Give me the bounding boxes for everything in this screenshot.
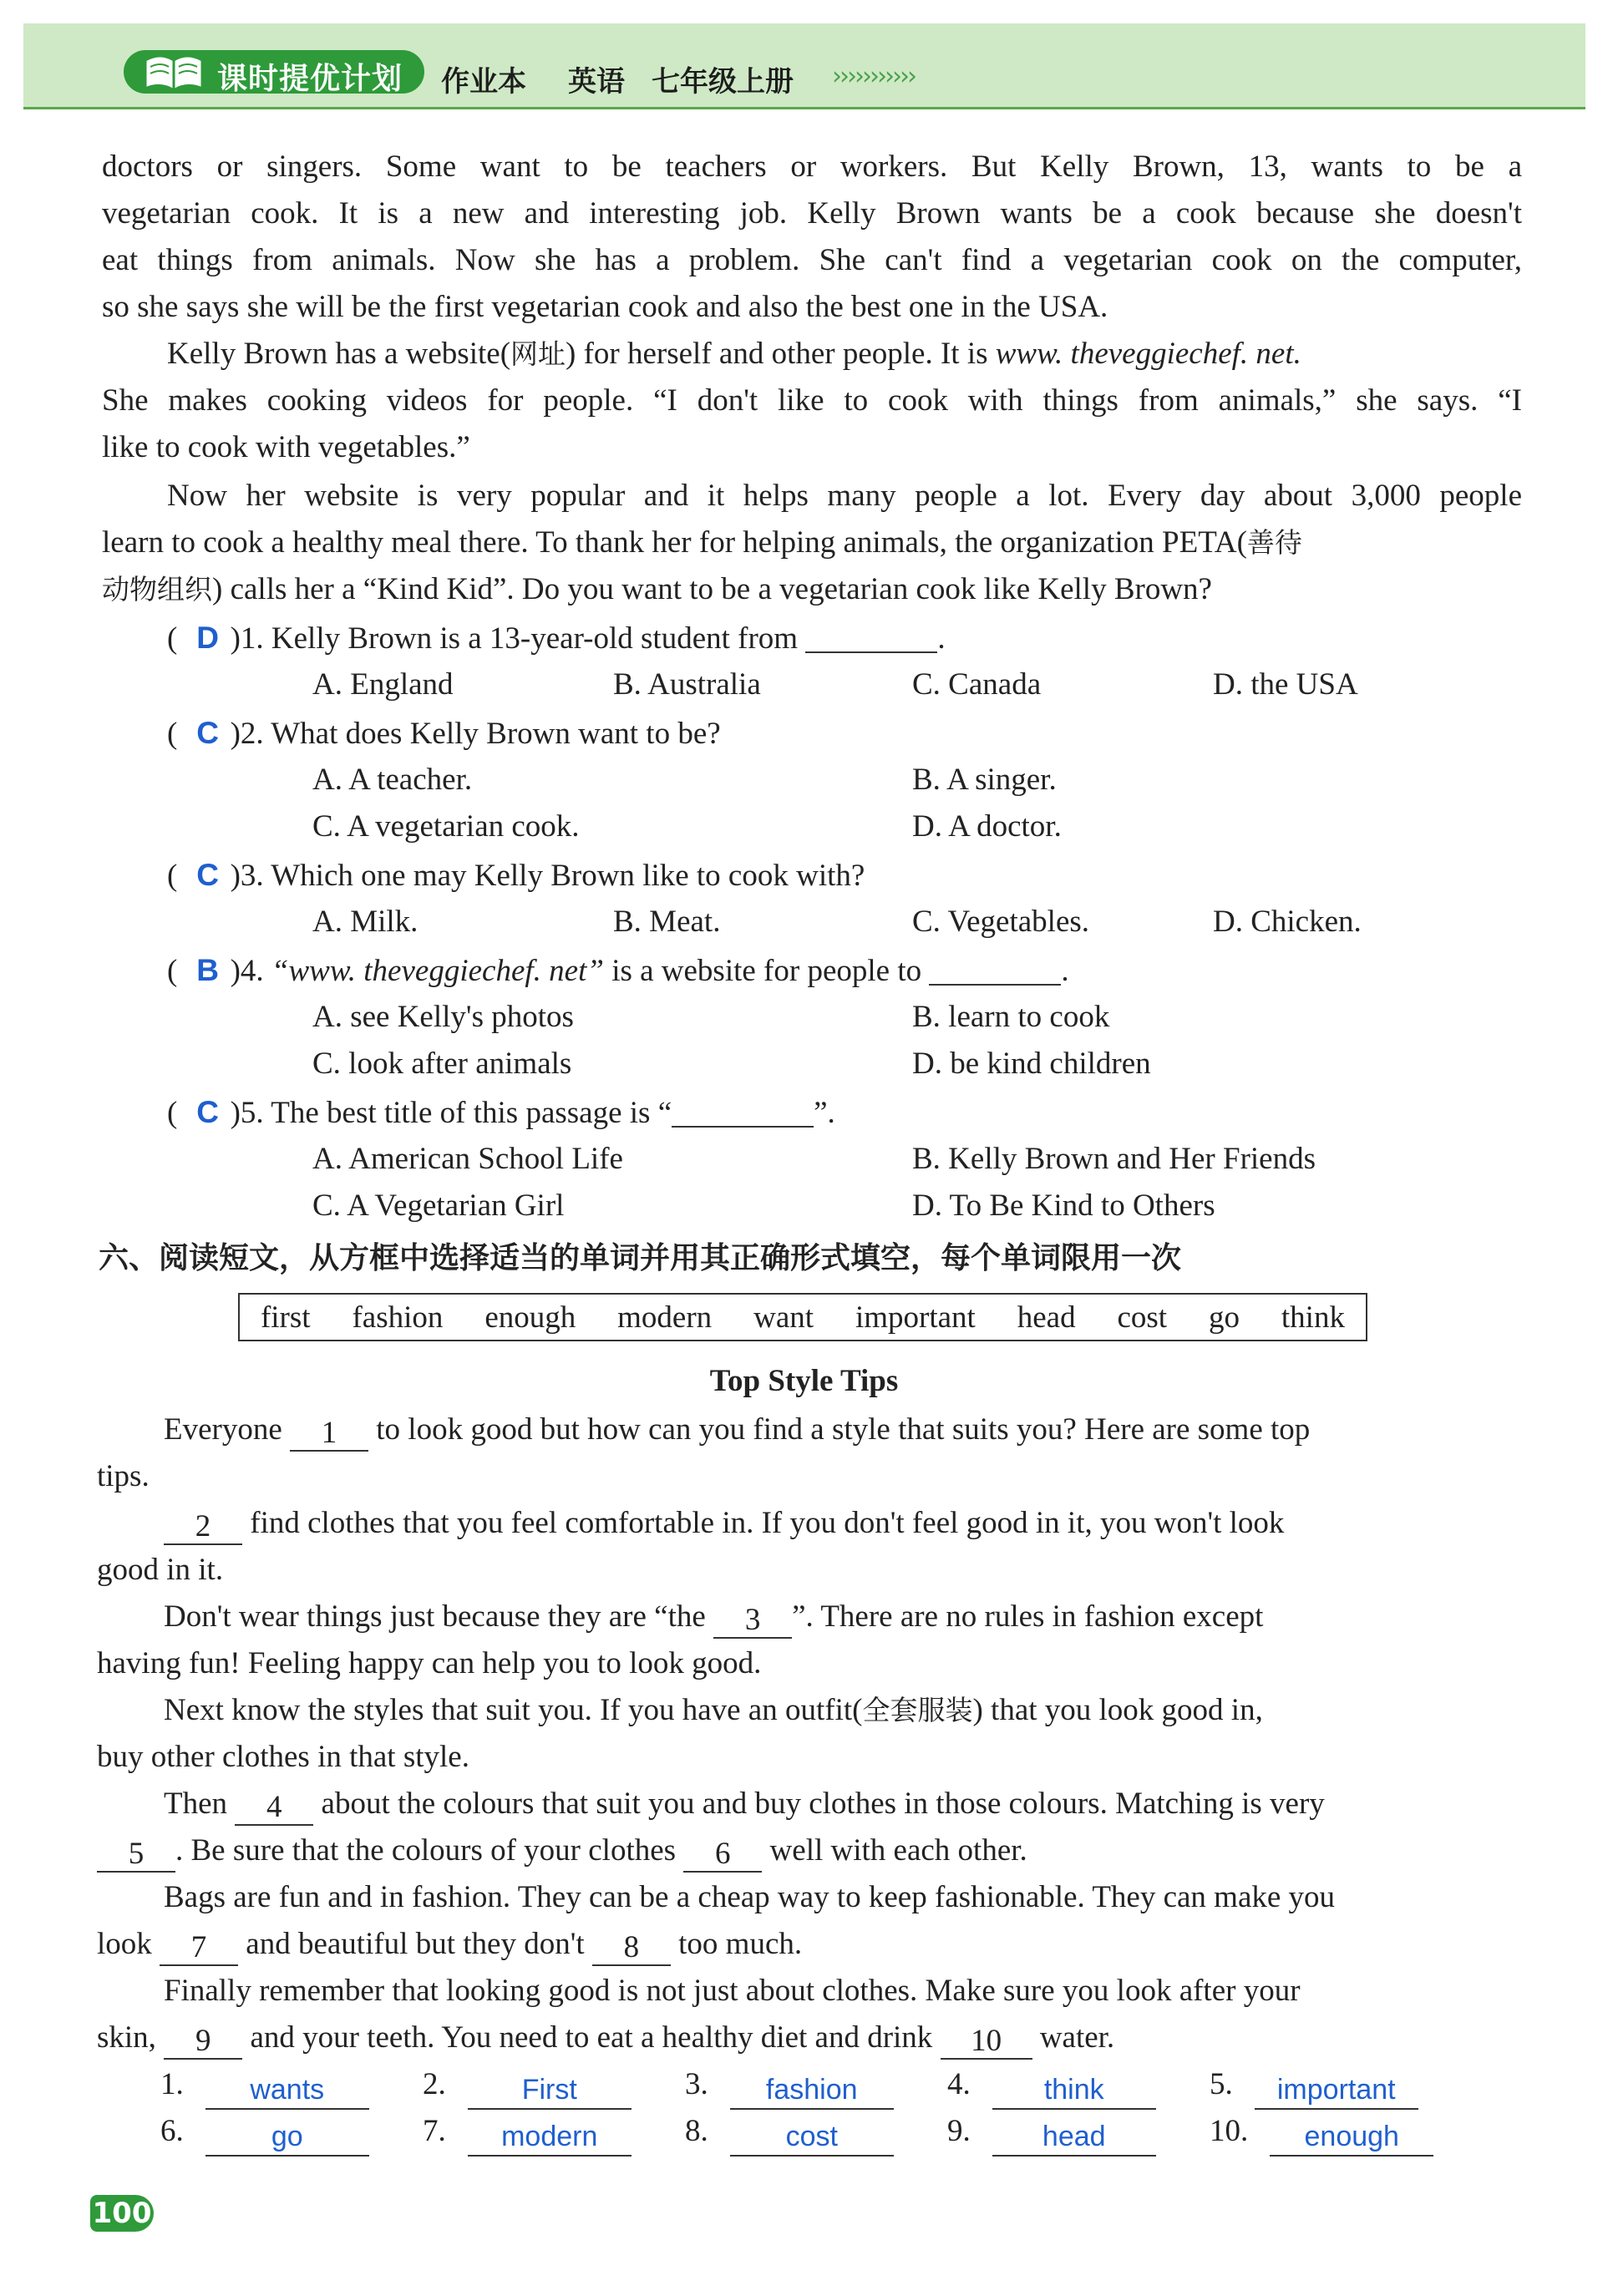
chinese-note: 全套服装	[862, 1694, 973, 1726]
answer-fill: enough	[1270, 2118, 1433, 2157]
text: . Be sure that the colours of your clothes	[175, 1833, 677, 1868]
text: learn to cook a healthy meal there. To thank her for helping animals, the organization PETA(	[102, 525, 1247, 560]
answer-number: 9.	[947, 2114, 971, 2148]
cloze-line: buy other clothes in that style.	[97, 1740, 469, 1774]
passage-line: eat things from animals. Now she has a problem. She can't find a vegetarian cook on the computer,	[102, 243, 1522, 277]
text: ) that you look good in,	[972, 1693, 1263, 1727]
text: Don't wear things just because they are “the	[164, 1599, 706, 1634]
passage-line: Now her website is very popular and it helps many people a lot. Every day about 3,000 people	[167, 479, 1522, 513]
section-heading: 六、阅读短文，从方框中选择适当的单词并用其正确形式填空，每个单词限用一次	[99, 1241, 1182, 1275]
answer-fill: important	[1255, 2071, 1418, 2110]
question-number: )1.	[230, 621, 264, 656]
text: and beautiful but they don't	[246, 1927, 585, 1961]
text: well with each other.	[769, 1833, 1027, 1868]
cloze-line	[164, 1500, 1284, 1547]
text: Everyone	[164, 1412, 282, 1447]
text: ) for herself and other people. It is	[566, 337, 996, 371]
passage-line: like to cook with vegetables.”	[102, 430, 470, 464]
option-b: B. learn to cook	[912, 1000, 1110, 1034]
answer-number: 6.	[160, 2114, 184, 2148]
question-5	[167, 1089, 835, 1137]
text: ) calls her a “Kind Kid”. Do you want to be a vegetarian cook like Kelly Brown?	[212, 572, 1212, 606]
option-c: C. Canada	[912, 667, 1042, 702]
paren: (	[167, 1096, 178, 1130]
answer-mark: D	[196, 621, 219, 655]
answer-blank	[805, 618, 937, 653]
text: ”. There are no rules in fashion except	[792, 1599, 1264, 1634]
option-a: A. see Kelly's photos	[312, 1000, 574, 1034]
text: Kelly Brown has a website(	[167, 337, 511, 371]
option-a: A. American School Life	[312, 1142, 623, 1176]
cloze-blank: 1	[290, 1417, 368, 1452]
page-number: 100	[90, 2195, 154, 2232]
website-url: “www. theveggiechef. net”	[271, 954, 604, 988]
passage-line	[167, 331, 1301, 378]
option-a: A. Milk.	[312, 905, 418, 939]
question-stem: What does Kelly Brown want to be?	[271, 717, 721, 751]
word-bank-item: head	[1017, 1300, 1076, 1335]
answer-line-5	[1210, 2066, 1418, 2110]
question-number: )4.	[230, 954, 264, 988]
punct: .	[1061, 954, 1069, 988]
question-3	[167, 852, 865, 900]
cloze-line: having fun! Feeling happy can help you to look good.	[97, 1646, 762, 1680]
question-number: )5.	[230, 1096, 264, 1130]
text: skin,	[97, 2020, 156, 2055]
passage-title: Top Style Tips	[709, 1364, 899, 1398]
text: Next know the styles that suit you. If you have an outfit(	[164, 1693, 863, 1727]
text: find clothes that you feel comfortable in. If you don't feel good in it, you won't look	[250, 1506, 1285, 1540]
answer-fill: First	[468, 2071, 632, 2110]
passage-line: so she says she will be the first vegetarian cook and also the best one in the USA.	[102, 290, 1108, 324]
word-bank-item: think	[1281, 1300, 1345, 1335]
cloze-line	[97, 2015, 1114, 2061]
question-stem: is a website for people to	[603, 954, 922, 988]
text: look	[97, 1927, 152, 1961]
subject: 英语	[568, 65, 625, 99]
answer-line-2	[423, 2066, 632, 2110]
chinese-note: 网址	[510, 337, 566, 370]
question-2	[167, 710, 721, 758]
grade: 七年级上册	[652, 65, 794, 99]
answer-mark: C	[196, 1095, 219, 1129]
option-a: A. A teacher.	[312, 763, 473, 797]
answer-line-7	[423, 2113, 632, 2157]
question-number: )3.	[230, 859, 264, 893]
answer-number: 1.	[160, 2067, 184, 2101]
word-bank-item: fashion	[352, 1300, 444, 1335]
cloze-blank: 7	[160, 1931, 238, 1966]
chinese-note: 动物组织	[102, 573, 212, 606]
passage-line	[102, 566, 1212, 613]
passage-line: She makes cooking videos for people. “I don't like to cook with things from animals,” she says. “I	[102, 383, 1522, 418]
option-d: D. To Be Kind to Others	[912, 1189, 1215, 1223]
cloze-line	[164, 1594, 1263, 1640]
answer-fill: head	[992, 2118, 1156, 2157]
question-stem: Which one may Kelly Brown like to cook with?	[271, 859, 865, 893]
cloze-blank: 5	[97, 1837, 175, 1873]
cloze-blank: 10	[941, 2025, 1032, 2060]
word-bank-item: want	[753, 1300, 814, 1335]
answer-number: 4.	[947, 2067, 971, 2101]
punct: .	[937, 621, 946, 656]
answer-fill: think	[992, 2071, 1156, 2110]
cloze-line	[164, 1687, 1263, 1734]
answer-line-9	[947, 2113, 1156, 2157]
website-url: www. theveggiechef. net.	[995, 337, 1301, 371]
text: about the colours that suit you and buy clothes in those colours. Matching is very	[321, 1787, 1325, 1821]
chinese-note: 善待	[1246, 526, 1302, 559]
word-bank-item: modern	[617, 1300, 713, 1335]
cloze-blank: 4	[235, 1791, 313, 1826]
question-1	[167, 615, 946, 662]
paren: (	[167, 954, 178, 988]
cloze-line: good in it.	[97, 1553, 224, 1587]
answer-fill: go	[205, 2118, 369, 2157]
question-stem: The best title of this passage is “	[271, 1096, 672, 1130]
option-d: D. the USA	[1213, 667, 1358, 702]
text: water.	[1039, 2020, 1115, 2055]
answer-number: 8.	[685, 2114, 708, 2148]
answer-mark: C	[196, 858, 219, 892]
answer-line-1	[160, 2066, 369, 2110]
answer-fill: modern	[468, 2118, 632, 2157]
answer-mark: C	[196, 716, 219, 750]
answer-line-6	[160, 2113, 369, 2157]
paren: (	[167, 859, 178, 893]
answer-mark: B	[196, 953, 219, 987]
cloze-line	[164, 1406, 1310, 1453]
option-d: D. A doctor.	[912, 809, 1062, 844]
option-b: B. Australia	[613, 667, 761, 702]
brand-name: 课时提优计划	[217, 62, 403, 96]
option-d: D. Chicken.	[1213, 905, 1362, 939]
answer-number: 5.	[1210, 2067, 1233, 2101]
option-d: D. be kind children	[912, 1047, 1151, 1081]
cloze-line	[97, 1827, 1027, 1874]
answer-number: 10.	[1210, 2114, 1249, 2148]
answer-blank	[672, 1092, 814, 1128]
word-bank-item: enough	[484, 1300, 576, 1335]
answer-line-8	[685, 2113, 894, 2157]
paren: (	[167, 717, 178, 751]
page-header	[23, 23, 1585, 109]
question-4	[167, 947, 1069, 995]
cloze-line	[164, 1781, 1325, 1827]
open-book-icon	[140, 48, 207, 95]
answer-number: 3.	[685, 2067, 708, 2101]
cloze-line: tips.	[97, 1459, 150, 1493]
question-stem: Kelly Brown is a 13-year-old student from	[271, 621, 799, 656]
option-b: B. Kelly Brown and Her Friends	[912, 1142, 1316, 1176]
cloze-line	[97, 1921, 802, 1968]
punct: ”.	[814, 1096, 835, 1130]
word-bank-item: go	[1209, 1300, 1240, 1335]
option-c: C. look after animals	[312, 1047, 572, 1081]
answer-fill: cost	[730, 2118, 894, 2157]
answer-blank	[929, 950, 1061, 986]
chevron-decoration-icon: ›››››››››››	[832, 62, 915, 91]
option-b: B. A singer.	[912, 763, 1057, 797]
paren: (	[167, 621, 178, 656]
text: to look good but how can you find a style that suits you? Here are some top	[376, 1412, 1311, 1447]
cloze-line: Bags are fun and in fashion. They can be a cheap way to keep fashionable. They can make you	[164, 1880, 1336, 1914]
text: and your teeth. You need to eat a healthy diet and drink	[250, 2020, 933, 2055]
passage-line	[102, 520, 1302, 566]
answer-fill: wants	[205, 2071, 369, 2110]
cloze-blank: 6	[683, 1837, 762, 1873]
answer-line-4	[947, 2066, 1156, 2110]
word-bank-item: cost	[1117, 1300, 1168, 1335]
book-type: 作业本	[441, 65, 526, 99]
option-c: C. A vegetarian cook.	[312, 809, 580, 844]
text: Then	[164, 1787, 228, 1821]
answer-number: 2.	[423, 2067, 446, 2101]
option-c: C. A Vegetarian Girl	[312, 1189, 565, 1223]
passage-line: doctors or singers. Some want to be teachers or workers. But Kelly Brown, 13, wants to be a	[102, 150, 1522, 184]
word-bank-item: first	[260, 1300, 311, 1335]
cloze-line: Finally remember that looking good is not just about clothes. Make sure you look after your	[164, 1974, 1301, 2008]
answer-line-3	[685, 2066, 894, 2110]
cloze-blank: 2	[164, 1510, 242, 1545]
text: too much.	[678, 1927, 803, 1961]
word-bank	[238, 1293, 1367, 1341]
cloze-blank: 9	[164, 2025, 242, 2060]
option-c: C. Vegetables.	[912, 905, 1090, 939]
passage-line: vegetarian cook. It is a new and interesting job. Kelly Brown wants be a cook because she doesn't	[102, 196, 1522, 231]
cloze-blank: 8	[592, 1931, 671, 1966]
word-bank-item: important	[855, 1300, 976, 1335]
question-number: )2.	[230, 717, 264, 751]
option-b: B. Meat.	[613, 905, 721, 939]
answer-fill: fashion	[730, 2071, 894, 2110]
answer-line-10	[1210, 2113, 1433, 2157]
option-a: A. England	[312, 667, 454, 702]
answer-number: 7.	[423, 2114, 446, 2148]
cloze-blank: 3	[713, 1604, 792, 1639]
